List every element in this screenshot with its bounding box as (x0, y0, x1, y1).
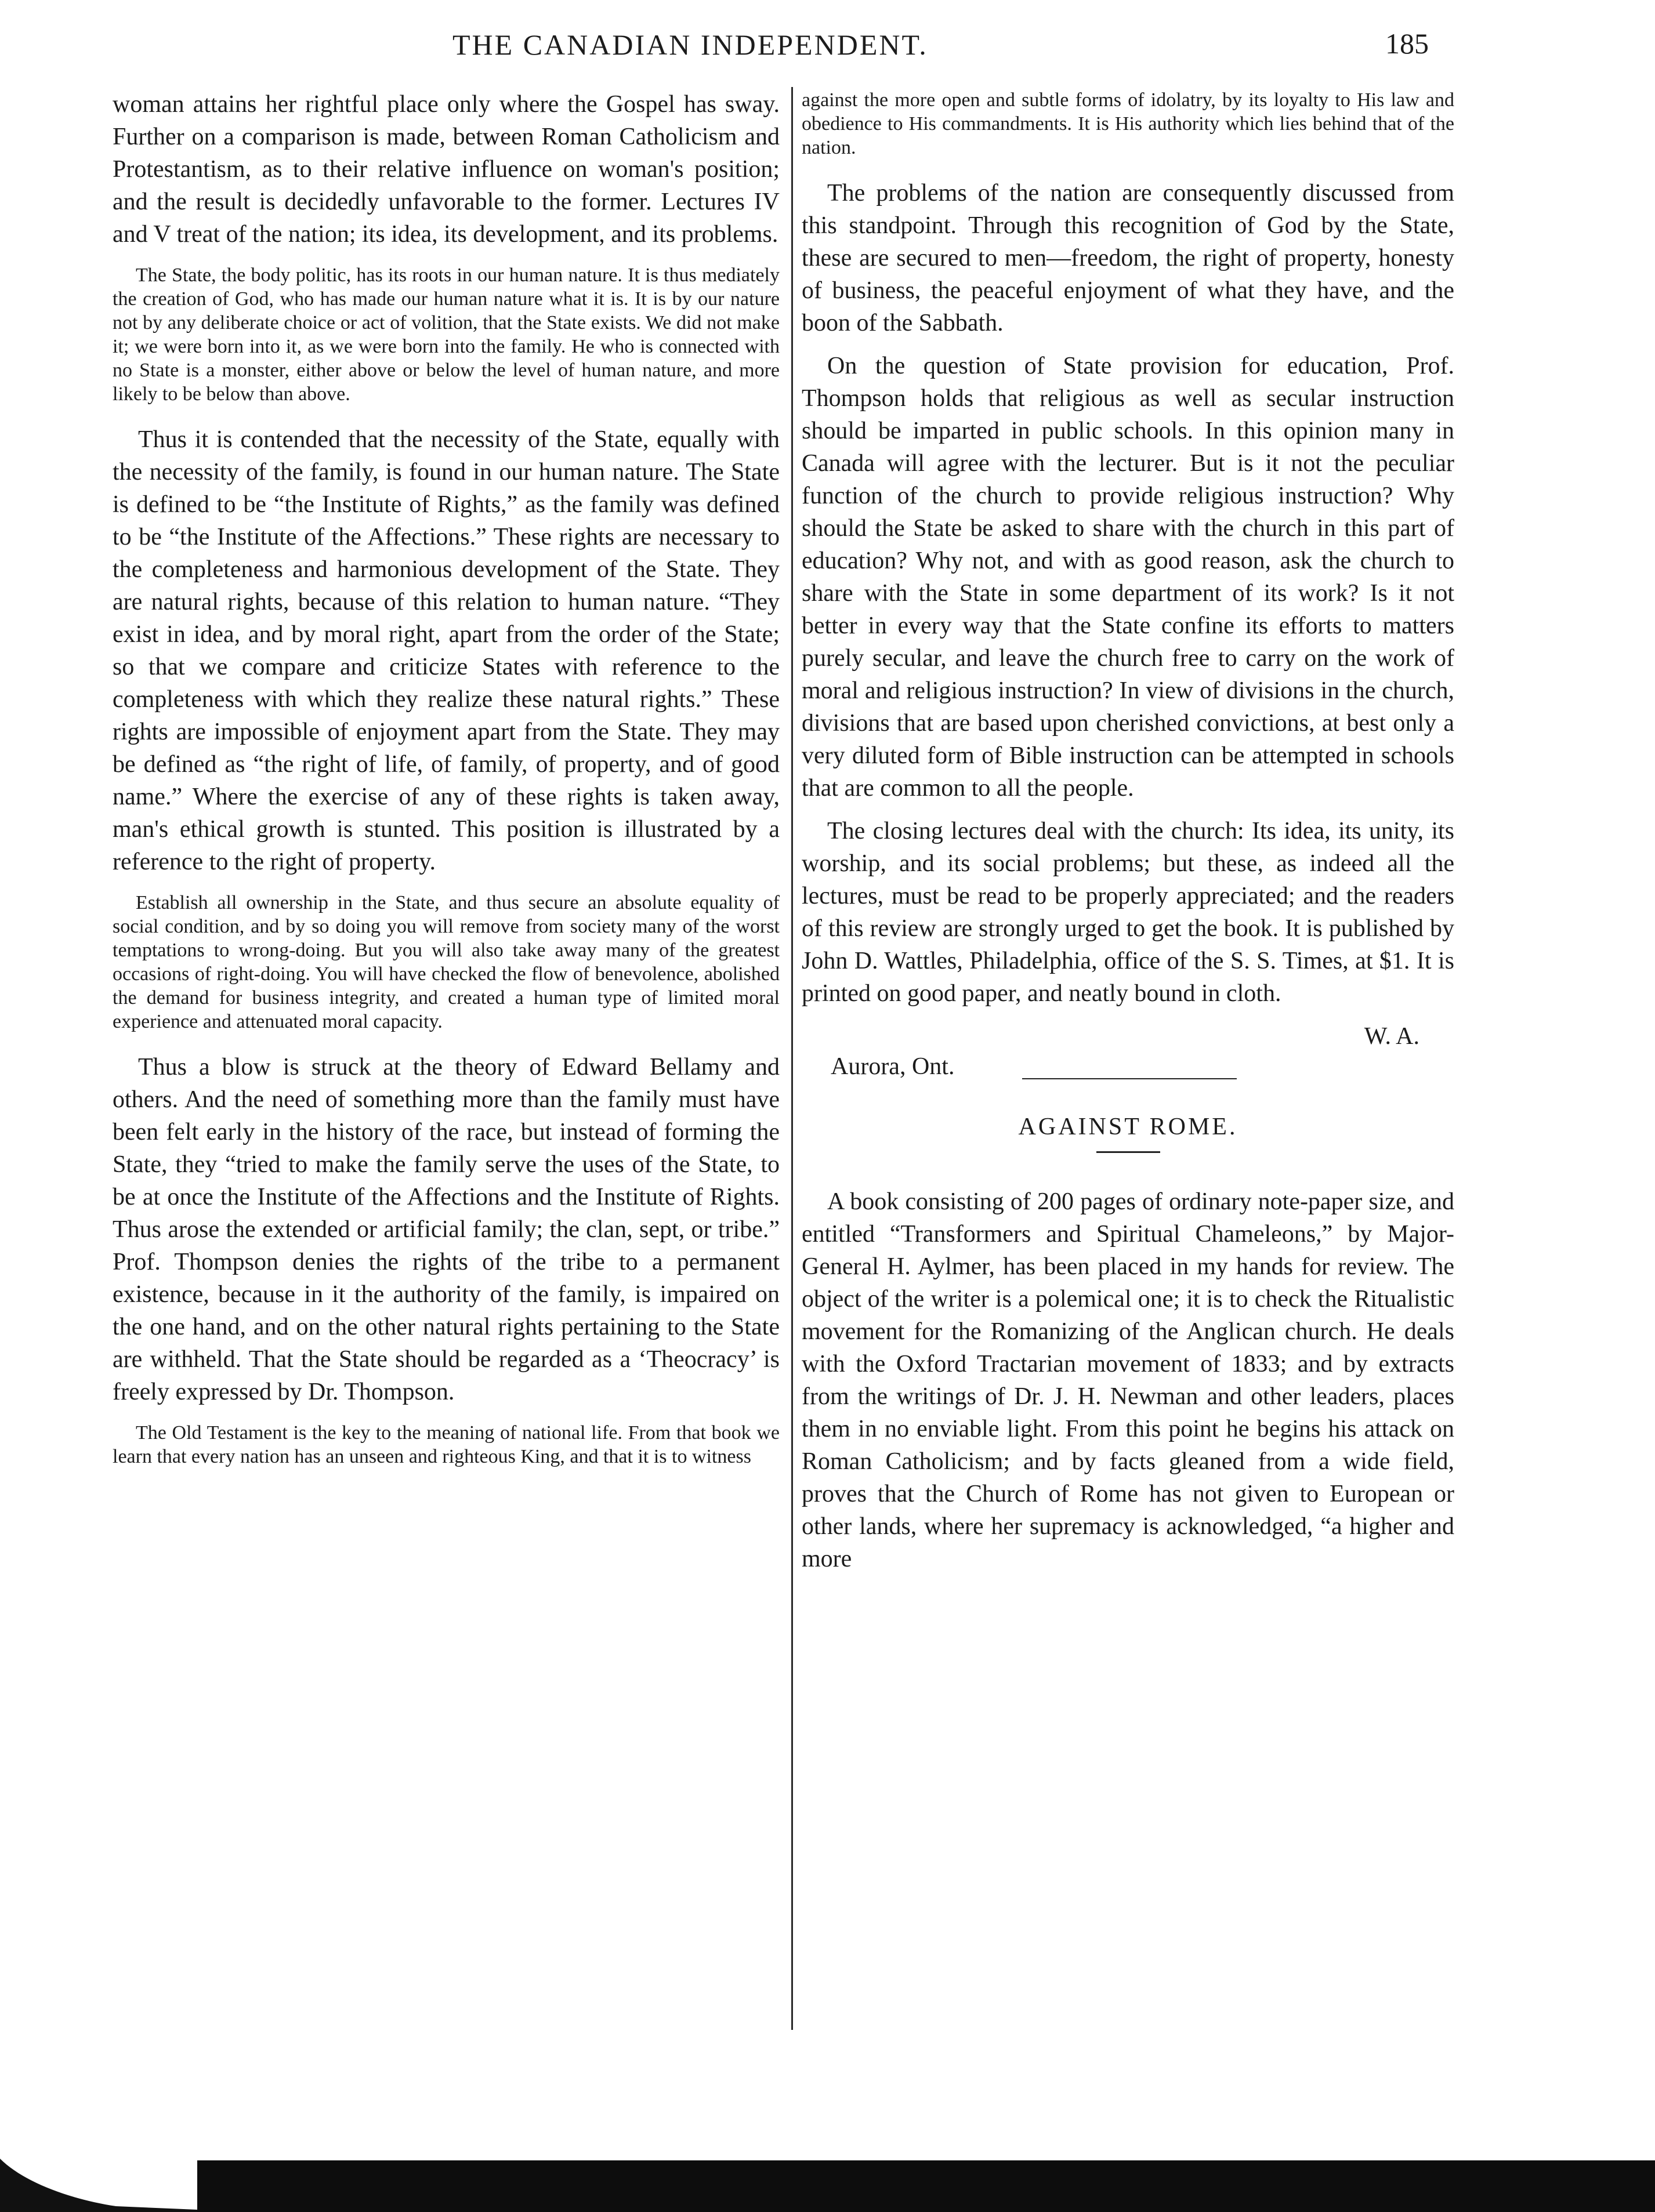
block-quote: Establish all ownership in the State, and thus secure an absolute equality of social condition, and by so doing you will remove from society many of the worst temptations to wrong-doing. But you will also take away many of the greatest occasions of right-doing. You will have checked the flow of benevolence, abolished the demand for business integrity, and created a human type of limited moral experience and attenuated moral capacity. (113, 892, 780, 1032)
paragraph: woman attains her rightful place only where the Gospel has sway. Further on a comparison is made, between Roman Catholicism and Protestantism, as to their relative influence on woman's position; and the result is decidedly unfavorable to the former. Lectures IV and V treat of the nation; its idea, its development, and its problems. (113, 91, 780, 248)
left-column (113, 88, 780, 1486)
column-divider (791, 87, 793, 2030)
scan-edge-shadow (0, 2141, 197, 2212)
paragraph: On the question of State provision for education, Prof. Thompson holds that religious as well as secular instruction should be imparted in public schools. In this opinion many in Canada will agree with the lecturer. But is it not the peculiar function of the church to provide religious instruction? Why should the State be asked to share with the church in this part of education? Why not, and with as good reason, ask the church to share with the State in some department of its work? Is it not better in every way that the State confine its efforts to matters purely secular, and leave the church free to carry on the work of moral and religious instruction? In view of divisions in the church, divisions that are based upon cherished convictions, at best only a very diluted form of Bible instruction can be attempted in schools that are common to all the people. (802, 353, 1454, 802)
paragraph: The problems of the nation are consequently discussed from this standpoint. Through this recognition of God by the State, these are secured to men—freedom, the right of property, honesty of business, the peaceful enjoyment of what they have, and the boon of the Sabbath. (802, 180, 1454, 336)
signature-block (802, 1020, 1454, 1090)
section-rule (1022, 1078, 1237, 1079)
paragraph: Thus a blow is struck at the theory of Edward Bellamy and others. And the need of something more than the family must have been felt early in the history of the race, but instead of forming the State, they “tried to make the family serve the uses of the State, to be at once the Institute of the Affections and the Institute of Rights. Thus arose the extended or artificial family; the clan, sept, or tribe.” Prof. Thompson denies the rights of the tribe to a permanent existence, because in it the authority of the family, is impaired on the one hand, and on the other natural rights pertaining to the State are withheld. That the State should be regarded as a ‘Theocracy’ is freely expressed by Dr. Thompson. (113, 1054, 780, 1405)
paragraph: The closing lectures deal with the church: Its idea, its unity, its worship, and its social problems; but these, as indeed all the lectures, must be read to be properly appreciated; and the readers of this review are strongly urged to get the book. It is published by John D. Wattles, Philadelphia, office of the S. S. Times, at $1. It is printed on good paper, and neatly bound in cloth. (802, 818, 1454, 1007)
title-rule (1096, 1151, 1160, 1153)
signature-place: Aurora, Ont. (831, 1053, 955, 1080)
signature-initials: W. A. (1364, 1023, 1419, 1050)
block-quote: against the more open and subtle forms of idolatry, by its loyalty to His law and obedience to His commandments. It is His authority which lies behind that of the nation. (802, 89, 1454, 158)
running-head: THE CANADIAN INDEPENDENT. (452, 28, 928, 61)
paragraph: Thus it is contended that the necessity of the State, equally with the necessity of the family, is found in our human nature. The State is defined to be “the Institute of Rights,” as the family was defined to be “the Institute of the Affections.” These rights are necessary to the completeness and harmonious development of the State. They are natural rights, because of this relation to human nature. “They exist in idea, and by moral right, apart from the order of the State; so that we compare and criticize States with reference to the completeness with which they realize these natural rights.” These rights are impossible of enjoyment apart from the State. They may be defined as “the right of life, of family, of property, and of good name.” Where the exercise of any of these rights is taken away, man's ethical growth is stunted. This position is illustrated by a reference to the right of property. (113, 426, 780, 875)
block-quote: The Old Testament is the key to the meaning of national life. From that book we learn that every nation has an unseen and righteous King, and that it is to witness (113, 1422, 780, 1467)
block-quote: The State, the body politic, has its roots in our human nature. It is thus mediately the creation of God, who has made our human nature what it is. It is by our nature not by any deliberate choice or act of volition, that the State exists. We did not make it; we were born into it, as we were born into the family. He who is connected with no State is a monster, either above or below the level of human nature, and more likely to be below than above. (113, 264, 780, 405)
article-title: AGAINST ROME. (1018, 1114, 1238, 1140)
page-number: 185 (1385, 27, 1429, 60)
paragraph: A book consisting of 200 pages of ordinary note-paper size, and entitled “Transformers and Spiritual Chameleons,” by Major-General H. Aylmer, has been placed in my hands for review. The object of the writer is a polemical one; it is to check the Ritualistic movement for the Romanizing of the Anglican church. He deals with the Oxford Tractarian movement of 1833; and by extracts from the writings of Dr. J. H. Newman and other leaders, places them in no enviable light. From this point he begins his attack on Roman Catholicism; and by facts gleaned from a wide field, proves that the Church of Rome has not given to European or other lands, where her supremacy is acknowledged, “a higher and more (802, 1188, 1454, 1572)
scan-border (197, 2160, 1655, 2212)
page-header (0, 12, 1655, 70)
right-column (802, 88, 1454, 1586)
